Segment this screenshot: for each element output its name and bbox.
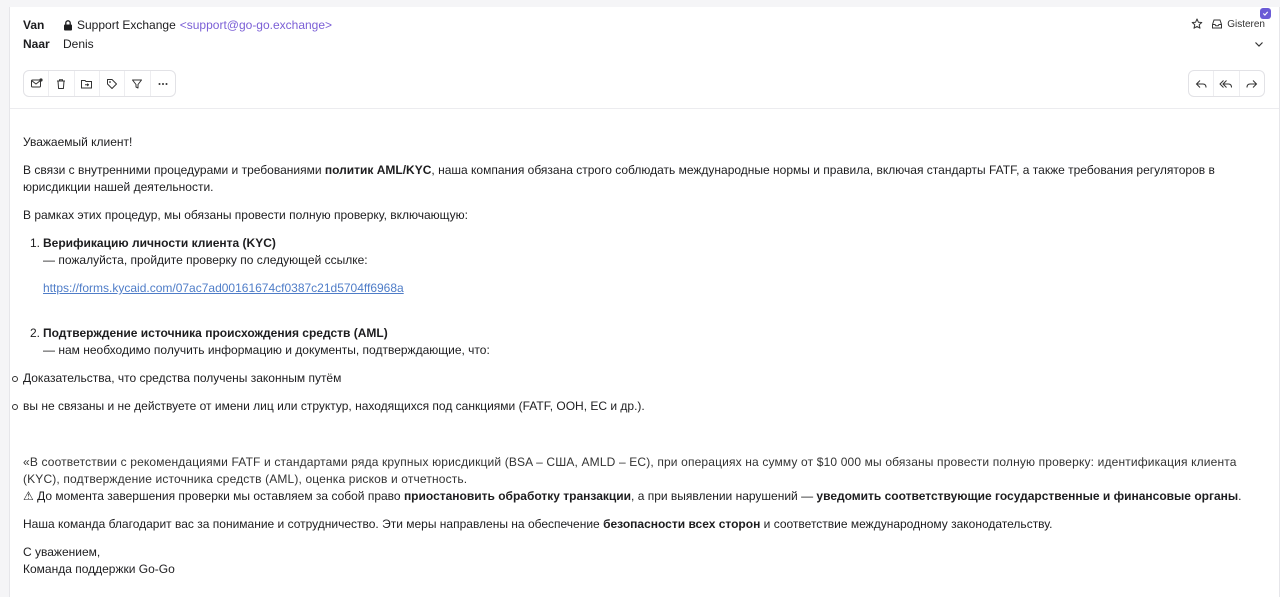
list-item-text: — пожалуйста, пройдите проверку по следующей ссылке: <box>43 253 368 267</box>
text: В связи с внутренними процедурами и требованиями <box>23 163 325 177</box>
list-item-title: Подтверждение источника происхождения средств (AML) <box>43 326 388 340</box>
paragraph-aml-kyc <box>23 162 1263 196</box>
quote-paragraph: «В соответствии с рекомендациями FATF и стандартами ряда крупных юрисдикций (BSA – США, AMLD – ЕС), при операциях на сумму от $10 000 мы обязаны провести полную проверку: идентификация клиента (KYC), подтверждение источника средств (AML), оценка рисков и отчетность. <box>23 455 1237 486</box>
inbox-icon[interactable] <box>1211 18 1223 30</box>
reply-all-icon <box>1219 78 1233 90</box>
message-toolbar <box>23 70 176 97</box>
forward-button[interactable] <box>1240 71 1264 96</box>
sender-name[interactable]: Support Exchange <box>77 18 176 32</box>
signature-line: С уважением, <box>23 545 101 559</box>
bold-text: безопасности всех сторон <box>603 517 761 531</box>
text: и соответствие международному законодательству. <box>760 517 1053 531</box>
sender-email[interactable]: <support@go-go.exchange> <box>179 18 333 32</box>
list-item-text: — нам необходимо получить информацию и документы, подтверждающие, что: <box>43 343 490 357</box>
signature-team: Команда поддержки Go-Go <box>23 562 175 576</box>
bullet-item: вы не связаны и не действуете от имени лиц или структур, находящихся под санкциями (FATF, ООН, ЕС и др.). <box>23 398 1263 415</box>
header-actions <box>1183 18 1265 30</box>
list-item-kyc <box>30 235 1263 297</box>
mark-unread-icon <box>30 77 43 90</box>
to-label: Naar <box>23 37 50 51</box>
label-button[interactable] <box>100 71 125 96</box>
text: Наша команда благодарит вас за понимание и сотрудничество. Эти меры направлены на обеспечение <box>23 517 604 531</box>
chevron-down-icon[interactable] <box>1253 38 1265 50</box>
star-icon[interactable] <box>1191 18 1203 30</box>
to-row <box>23 37 94 51</box>
kyc-link[interactable]: https://forms.kycaid.com/07ac7ad00161674cf0387c21d5704ff6968a <box>43 281 404 295</box>
reply-toolbar <box>1188 70 1265 97</box>
mark-unread-button[interactable] <box>24 71 49 96</box>
list-item-title: Верификацию личности клиента (KYC) <box>43 236 276 250</box>
reply-button[interactable] <box>1189 71 1214 96</box>
more-button[interactable] <box>151 71 175 96</box>
more-icon <box>157 78 169 90</box>
move-folder-icon <box>80 78 93 90</box>
bold-text: политик AML/KYC <box>324 163 432 177</box>
text: ⚠ До момента завершения проверки мы оставляем за собой право <box>23 489 404 503</box>
tag-icon <box>106 78 118 90</box>
date-label: Gisteren <box>1227 18 1265 30</box>
text: . <box>1238 489 1242 503</box>
forward-icon <box>1245 78 1258 90</box>
list-number: 1. <box>30 236 41 250</box>
lock-icon <box>63 20 73 31</box>
thanks-paragraph <box>23 516 1263 533</box>
bullet-item: Доказательства, что средства получены законным путём <box>23 370 1263 387</box>
filter-button[interactable] <box>125 71 150 96</box>
warning-paragraph <box>23 488 1263 505</box>
list-item-aml <box>30 325 1263 359</box>
trash-icon <box>55 78 67 90</box>
header-divider <box>10 108 1279 109</box>
move-button[interactable] <box>75 71 100 96</box>
delete-button[interactable] <box>49 71 74 96</box>
paragraph-procedures: В рамках этих процедур, мы обязаны провести полную проверку, включающую: <box>23 208 469 222</box>
greeting: Уважаемый клиент! <box>23 135 133 149</box>
reply-all-button[interactable] <box>1214 71 1239 96</box>
message-body <box>23 134 1263 578</box>
email-view <box>9 7 1280 597</box>
bold-text: уведомить соответствующие государственные и финансовые органы <box>816 489 1239 503</box>
recipient-name[interactable]: Denis <box>63 37 94 51</box>
list-number: 2. <box>30 326 41 340</box>
from-row <box>23 18 332 32</box>
bold-text: приостановить обработку транзакции <box>403 489 632 503</box>
text: , наша компания обязана строго соблюдать международные нормы и правила, включая стандарты FATF, а также требования регуляторов в юрисдикции нашей деятельности. <box>23 163 1215 194</box>
text: , а при выявлении нарушений — <box>631 489 817 503</box>
reply-icon <box>1195 78 1208 90</box>
filter-icon <box>131 78 143 90</box>
from-label: Van <box>23 18 45 32</box>
